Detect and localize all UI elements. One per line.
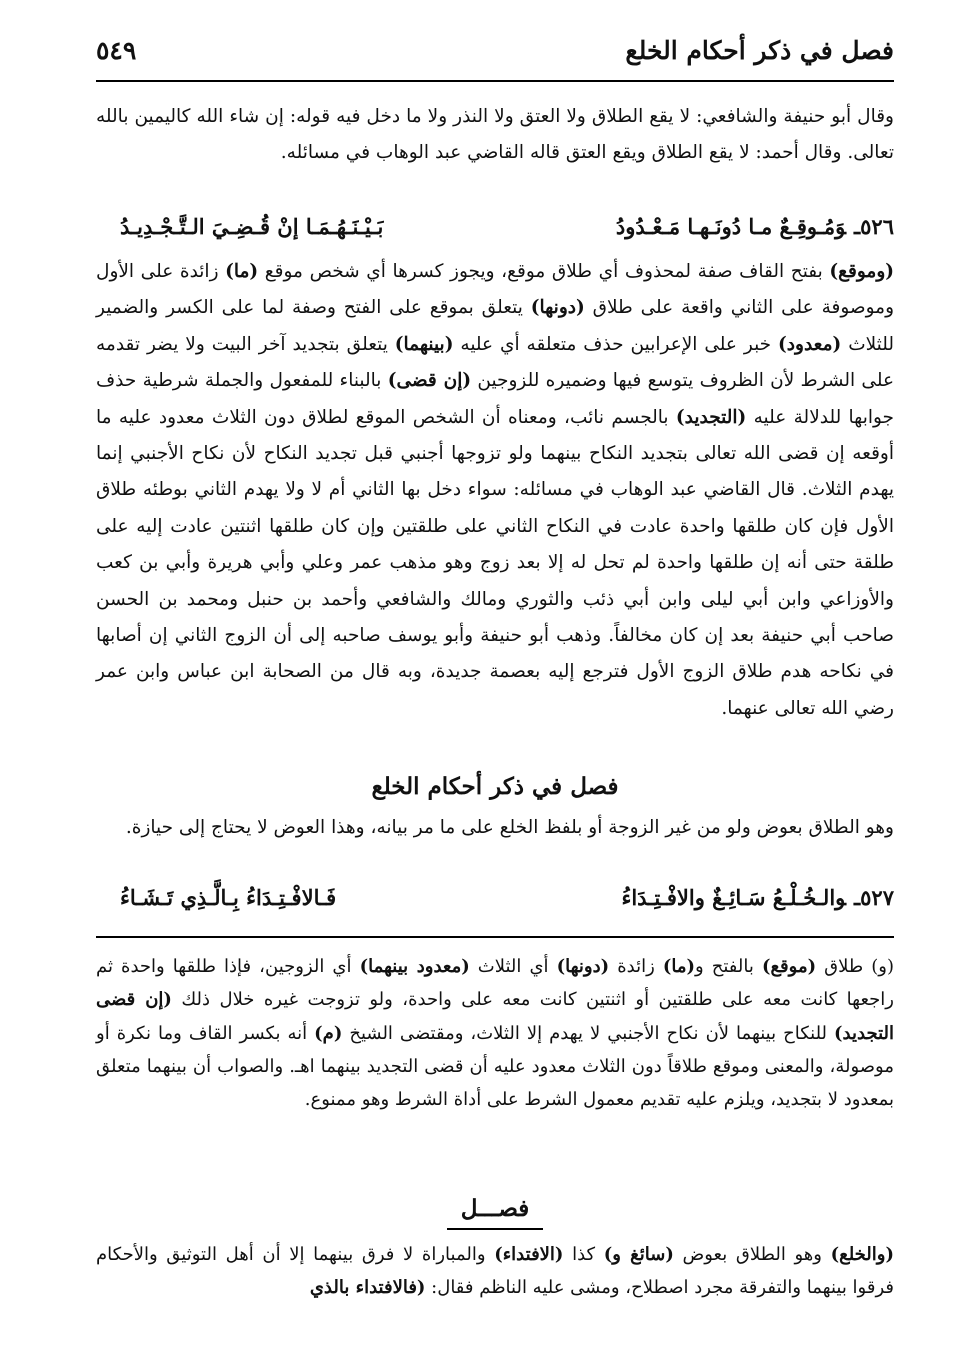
term-in-qudiya: (إن قضى) bbox=[387, 370, 472, 392]
verse-527-second-hemistich: فَـالافْـتِـدَاءُ بِـالَّـذِي تَـشَـاءُ bbox=[120, 885, 337, 910]
page-header bbox=[96, 30, 894, 78]
verse-527 bbox=[120, 885, 894, 910]
footnote-term: (موقع) bbox=[761, 956, 817, 977]
term-mawqi: (وموقع) bbox=[829, 261, 895, 282]
running-title: فصل في ذكر أحكام الخلع bbox=[625, 36, 894, 65]
footnote-527 bbox=[96, 1238, 894, 1305]
footnote-text: (و) طلاق bbox=[816, 956, 894, 977]
verse-527-number: ٥٢٧ـ bbox=[854, 885, 894, 910]
footnote-text: للنكاح بينهما لأن نكاح الأجنبي لا يهدم إلا الثلاث، ومقتضى الشيخ bbox=[342, 1022, 835, 1044]
footnote-term: (إن قضى التجديد) bbox=[96, 989, 894, 1044]
commentary-text: يتعلق بتجديد آخر البيت ولا يضر تقدمه على الشرط لأن الظروف يتوسع فيها وضميره للزوجين bbox=[96, 333, 894, 392]
section-heading-fasl bbox=[96, 1195, 894, 1222]
footnote-term: (ما) bbox=[662, 956, 696, 977]
fasl-heading-text: فصـــل bbox=[447, 1195, 544, 1230]
verse-526 bbox=[120, 214, 894, 239]
verse-527-first-text: والـخُـلْـعُ سَـائِـغٌ والافْـتِـدَاءُ bbox=[621, 885, 846, 910]
page-number: ٥٤٩ bbox=[96, 36, 137, 65]
header-divider bbox=[96, 80, 894, 82]
commentary-526 bbox=[96, 254, 894, 727]
footnote-text: كذا bbox=[563, 1244, 604, 1265]
footnote-term: (م) bbox=[314, 1022, 343, 1044]
term-baynahuma: (بينهما) bbox=[394, 333, 454, 355]
footnote-term: (دونها) bbox=[556, 956, 610, 977]
commentary-text: بالبناء للمفعول والجملة شرطية حذف جوابها للدلالة عليه bbox=[96, 370, 894, 428]
opening-paragraph: وقال أبو حنيفة والشافعي: لا يقع الطلاق ولا العتق ولا النذر ولا ما دخل فيه قوله: إن شاء الله كاليمين بالله تعالى. وقال أحمد: لا يقع الطلاق ويقع العتق قاله القاضي عبد الوهاب في مسائله. bbox=[96, 106, 894, 164]
verse-526-second-hemistich: بَـيْـنَـهُـمَـا إنْ قُـضِـيَ الـتَّـجْـدِيـدُ bbox=[120, 214, 384, 239]
footnote-text: أنه بكسر القاف وما نكرة أو موصولة، والمعنى وموقع طلاقاً دون الثلاث معدود عليه أن قضى التجديد بينهما اهـ. والصواب أن بينهما متعلق بمعدود لا بتجديد، ويلزم عليه تقديم معمول الشرط على أداة الشرط وهو ممنوع. bbox=[96, 1022, 894, 1111]
verse-526-first-hemistich bbox=[616, 214, 894, 239]
commentary-text: بفتح القاف صفة لمحذوف أي طلاق موقع، ويجوز كسرها أي شخص موقع bbox=[258, 261, 830, 282]
commentary-text: يتعلق بموقع على الفتح وصفة لما على الكسر والضمير للثلاث bbox=[96, 297, 894, 355]
footnote-text: زائدة bbox=[609, 956, 663, 977]
footnote-text: أي الزوجين، فإذا طلقها واحدة ثم راجعها كانت معه على طلقتين أو اثنتين كانت معه على واحدة، ولو تزوجت غيره خلال ذلك bbox=[96, 956, 894, 1011]
verse-527-first-hemistich bbox=[621, 885, 894, 910]
section-heading-khul: فصل في ذكر أحكام الخلع bbox=[371, 773, 619, 800]
term-madud: (معدود) bbox=[778, 333, 842, 355]
verse-526-number: ٥٢٦ـ bbox=[854, 214, 894, 239]
verse-526-first-text: وَمُـوقِـعٌ مـا دُونَـهـا مَـعْـدُودُ bbox=[615, 214, 846, 239]
footnote-term: (سائغ و) bbox=[603, 1244, 674, 1265]
footnote-text: أي الثلاث bbox=[469, 956, 557, 977]
section-intro-text: وهو الطلاق بعوض ولو من غير الزوجة أو بلفظ الخلع على ما مر بيانه، وهذا العوض لا يحتاج إلى حيازة. bbox=[125, 817, 894, 838]
footnote-text: بالفتح و bbox=[695, 956, 762, 977]
commentary-text: بالجسم نائب، ومعناه أن الشخص الموقع لطلاق دون الثلاث معدود عليه ما أوقعه إن قضى الله تعالى بتجديد النكاح بينهما ولو تزوجها أجنبي قبل تجديد النكاح لأن نكاح الأجنبي إنما يهدم الثلاث. قال القاضي عبد الوهاب في مسائله: سواء دخل بها الثاني أم لا ولا يهدم الثاني بوطئه طلاق الأول فإن كان طلقها واحدة عادت في النكاح الثاني على طلقتين وإن كان طلقها اثنتين عادت إليه على طلقة حتى أنه إن طلقها واحدة لم تحل له إلا بعد زوج وهو مذهب عمر وعلي وأبي هريرة وأبي بن كعب والأوزاعي وابن أبي ليلى وابن أبي ذئب والثوري ومالك والشافعي وأحمد بن حنبل ومحمد بن الحسن صاحب أبي حنيفة بعد إن كان مخالفاً. وذهب أبو حنيفة وأبو يوسف صاحبه إلى أن الزوج الثاني إن أصابها في نكاحه هدم طلاق الزوج الأول فترجع إليه بعصمة جديدة، وبه قال من الصحابة ابن عباس وابن عمر رضي الله تعالى عنهما. bbox=[96, 406, 894, 719]
footnote-term: (والخلع) bbox=[830, 1244, 894, 1265]
footnote-divider bbox=[96, 936, 894, 938]
footnote-term: (فالافتداء بالذي bbox=[309, 1277, 426, 1299]
footnote-term: (معدود بينهما) bbox=[359, 956, 470, 977]
term-ma: (ما) bbox=[225, 261, 259, 282]
commentary-text: خبر على الإعرابين حذف متعلقه أي عليه bbox=[453, 333, 779, 355]
footnote-text: والمباراة لا فرق بينهما إلا أن أهل التوثيق والأحكام فرقوا بينهما والتفرقة مجرد اصطلاح، ومشى عليه الناظم فقال: bbox=[96, 1244, 894, 1299]
footnote-526 bbox=[96, 950, 894, 1116]
term-dunaha: (دونها) bbox=[530, 297, 585, 319]
term-tajdid: (التجديد) bbox=[675, 406, 747, 428]
footnote-text: وهو الطلاق بعوض bbox=[673, 1244, 831, 1265]
footnote-term: (الافتداء) bbox=[494, 1244, 564, 1265]
commentary-text: زائدة على الأول وموصوفة على الثاني واقعة على طلاق bbox=[96, 261, 894, 319]
